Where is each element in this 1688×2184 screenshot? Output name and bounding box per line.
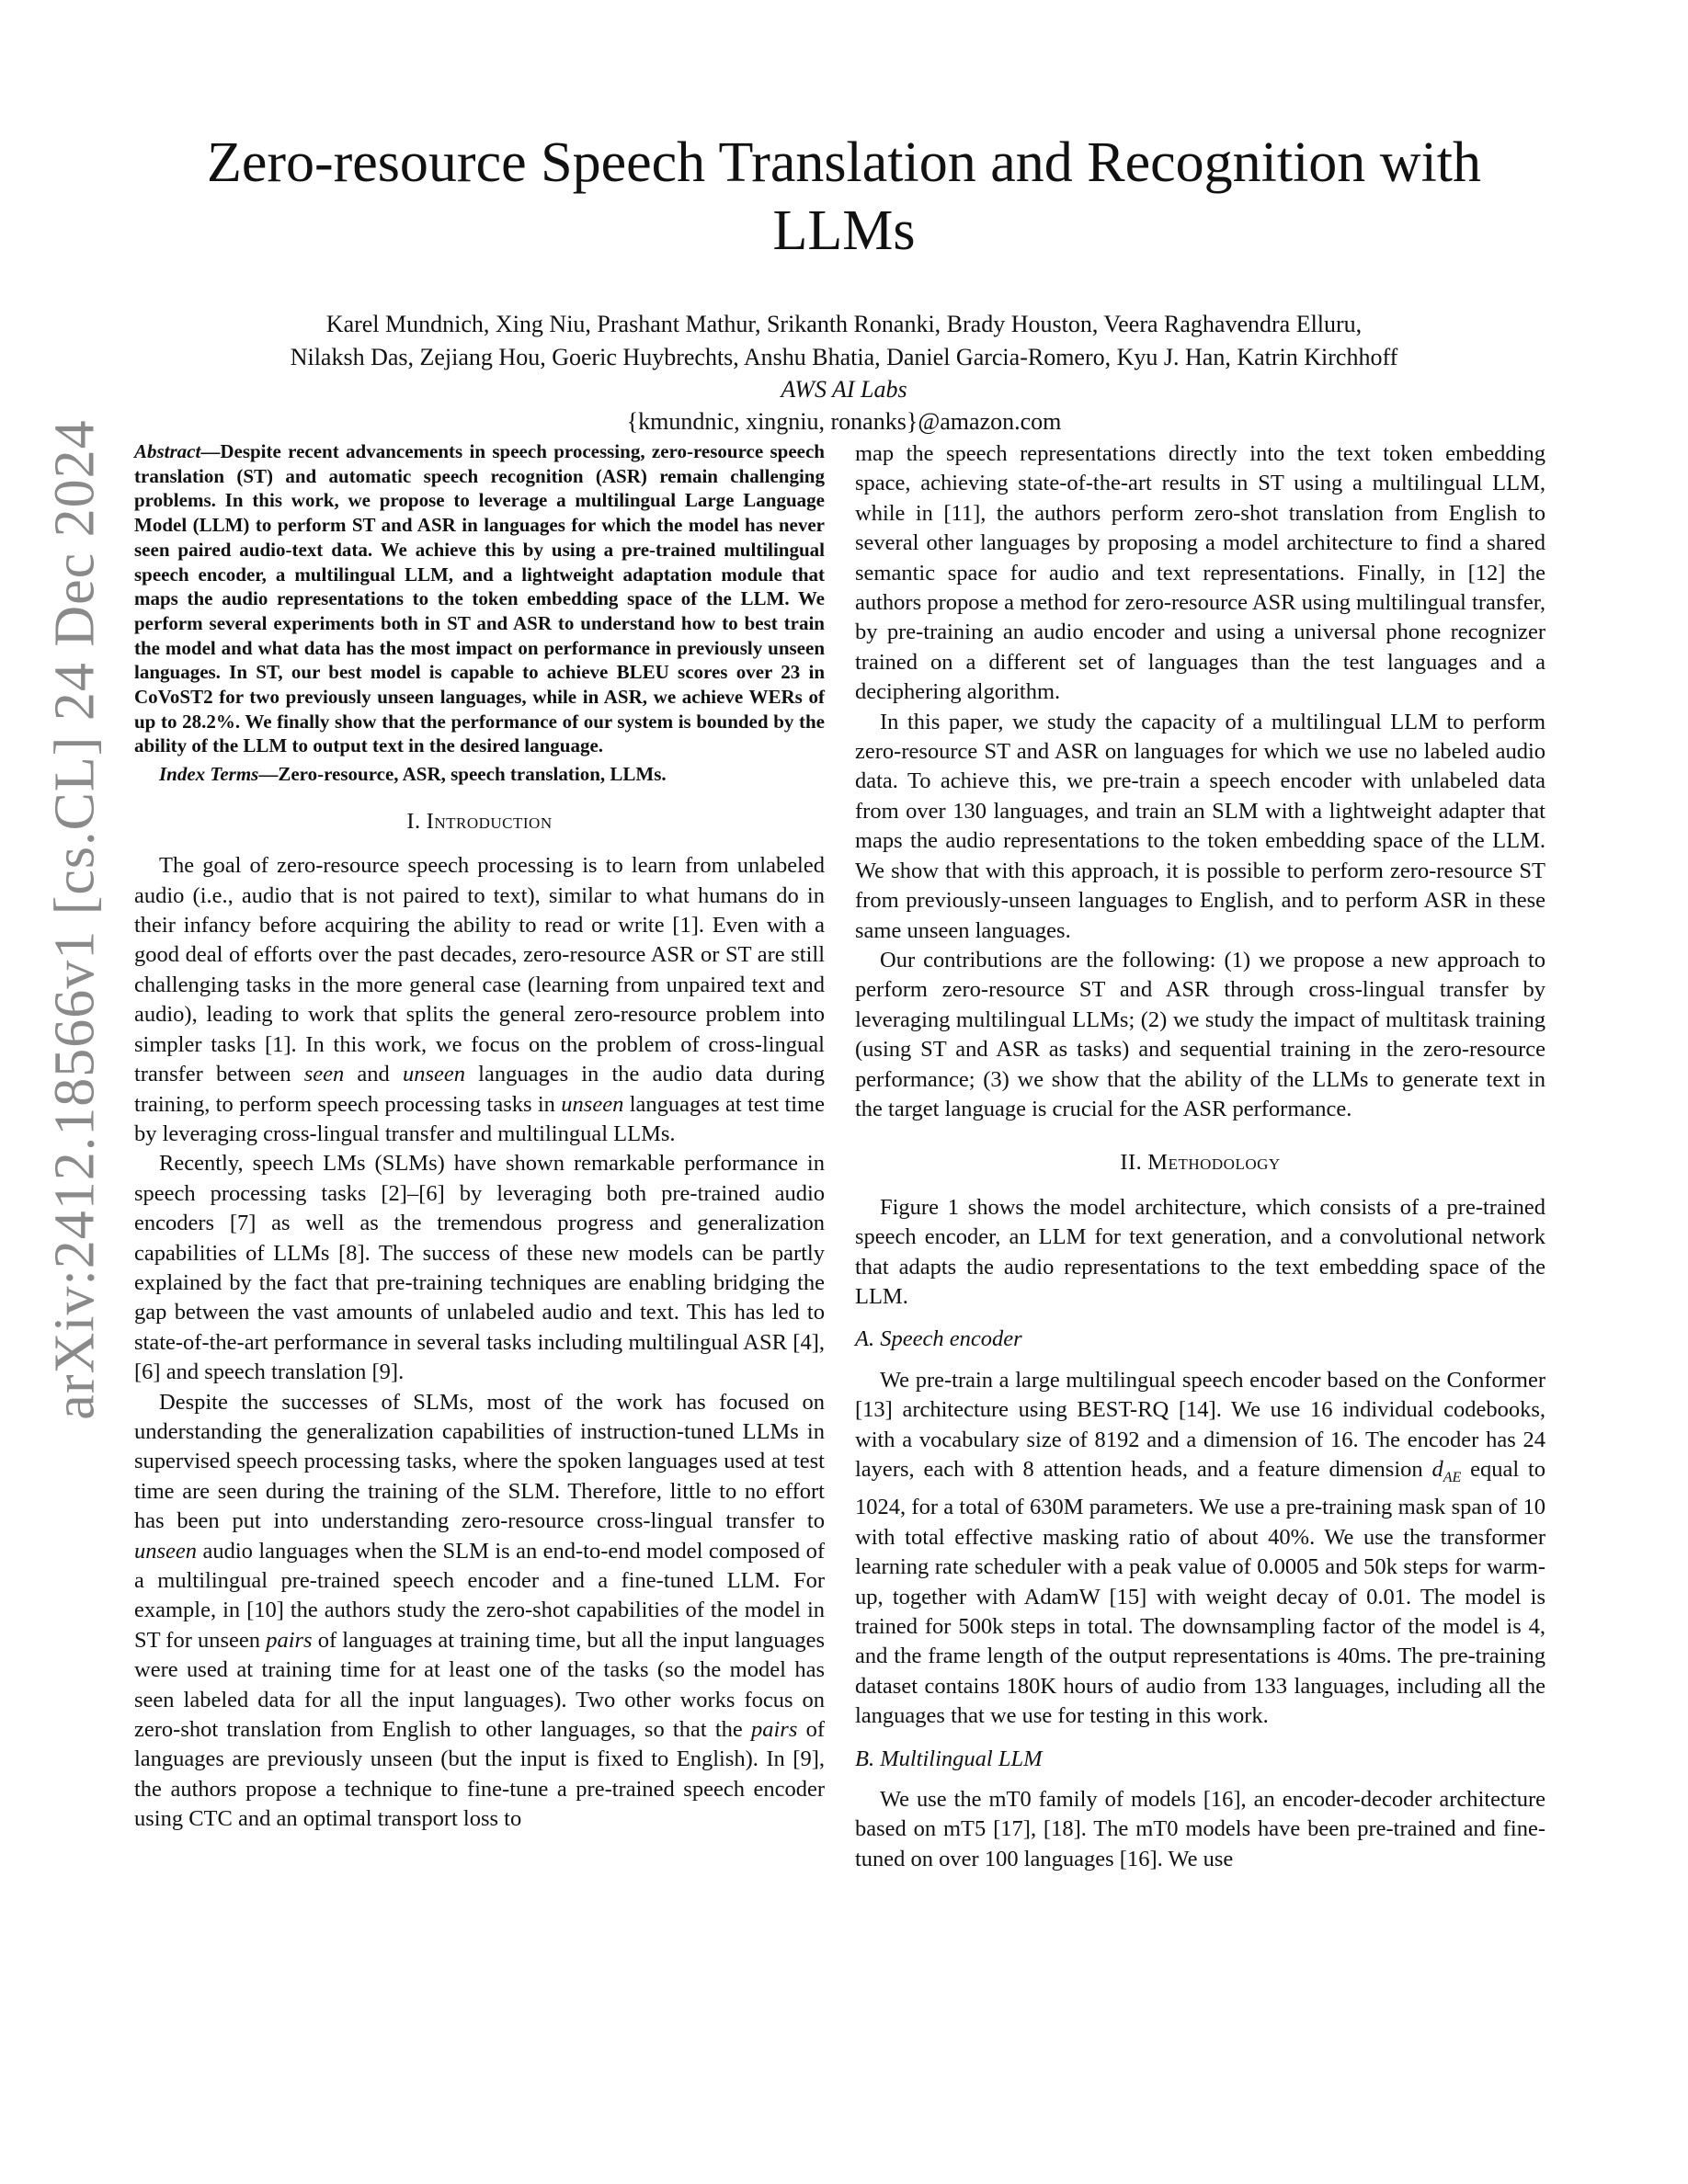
index-terms-text: —Zero-resource, ASR, speech translation, LLMs.: [258, 763, 667, 786]
emphasis: pairs: [750, 1717, 798, 1743]
text-run: We pre-train a large multilingual speech encoder based on the Conformer [13] architecture using BEST-RQ [14]. We use 16 individual codebooks, with a vocabulary size of 8192 and a dimension of 16. The encoder has 24 layers, each with 8 attention heads, and a feature dimension: [855, 1367, 1545, 1482]
affiliation: AWS AI Labs: [781, 375, 907, 403]
author-list: [129, 308, 1559, 374]
paper-title: Zero-resource Speech Translation and Recognition with LLMs: [206, 131, 1482, 263]
text-run: languages in the audio data during training, to perform speech processing tasks in: [134, 1062, 826, 1117]
contact-email: {kmundnic, xingniu, ronanks}@amazon.com: [626, 407, 1062, 435]
multilingual-llm-paragraph: We use the mT0 family of models [16], an encoder-decoder architecture based on mT5 [17], [18]. The mT0 models have been pre-trained and fine-tuned on over 100 languages [16]. We use: [855, 1786, 1545, 1871]
text-run: languages at test time by leveraging cross-lingual transfer and multilingual LLMs.: [134, 1091, 825, 1146]
text-run: The goal of zero-resource speech processing is to learn from unlabeled audio (i.e., audio that is not paired to text), similar to what humans do in their infancy before acquiring the ability to read or write [1]. Even with a good deal of efforts over the past decades, zero-resource ASR or ST are still challenging tasks in the more general case (learning from unpaired text and audio), leading to work that splits the general zero-resource problem into simpler tasks [1]. In this work, we focus on the problem of cross-lingual transfer between: [134, 853, 825, 1087]
text-run: Despite the successes of SLMs, most of the work has focused on understanding the generalization capabilities of instruction-tuned LLMs in supervised speech processing tasks, where the spoken languages used at test time are seen during the training of the SLM. Therefore, little to no effort has been put into understanding zero-resource cross-lingual transfer to: [134, 1389, 825, 1534]
paper-header: [129, 129, 1559, 438]
text-run: audio languages when the SLM is an end-to-end model composed of a multilingual pre-trained speech encoder and a fine-tuned LLM. For example, in [10] the authors study the zero-shot capabilities of the model in ST for unseen: [134, 1538, 825, 1653]
section-title: Methodology: [1147, 1150, 1281, 1176]
subsection-heading-multilingual-llm: B. Multilingual LLM: [855, 1746, 1043, 1771]
continued-paragraph: map the speech representations directly into the text token embedding space, achieving state-of-the-art results in ST using a multilingual LLM, while in [11], the authors perform zero-shot translation from English to several other languages by proposing a model architecture to find a shared semantic space for audio and text representations. Finally, in [12] the authors propose a method for zero-resource ASR using multilingual transfer, by pre-training an audio encoder and using a universal phone recognizer trained on a different set of languages than the test languages and a deciphering algorithm.: [855, 441, 1545, 705]
section-title: Introduction: [426, 808, 553, 834]
emphasis: unseen: [561, 1091, 624, 1117]
section-heading-methodology: [855, 1148, 1545, 1177]
abstract-label: Abstract: [134, 440, 201, 462]
emphasis: pairs: [266, 1627, 313, 1653]
text-run: of languages at training time, but all the input languages were used at training time for at least one of the tasks (so the model has seen labeled data for all the input languages). Two other works focus on zero-shot translation from English to other languages, so that the: [134, 1627, 826, 1743]
arxiv-identifier-text: arXiv:2412.18566v1 [cs.CL] 24 Dec 2024: [43, 418, 107, 1420]
section-number: II.: [1120, 1150, 1143, 1176]
text-run: and: [344, 1062, 403, 1087]
text-run: equal to 1024, for a total of 630M parameters. We use a pre-training mask span of 10 with total effective masking ratio of about 40%. We use the transformer learning rate scheduler with a peak value of 0.0005 and 50k steps for warm-up, together with AdamW [15] with weight decay of 0.01. The model is trained for 500k steps in total. The downsampling factor of the model is 4, and the frame length of the output representations is 40ms. The pre-training dataset contains 180K hours of audio from 133 languages, including all the languages that we use for testing in this work.: [855, 1457, 1545, 1729]
subsection-heading-speech-encoder: A. Speech encoder: [855, 1326, 1022, 1352]
author-line-1: Karel Mundnich, Xing Niu, Prashant Mathur, Srikanth Ronanki, Brady Houston, Veera Raghavendra Elluru,: [325, 310, 1363, 337]
author-line-2: Nilaksh Das, Zejiang Hou, Goeric Huybrechts, Anshu Bhatia, Daniel Garcia-Romero, Kyu J. Han, Katrin Kirchhoff: [290, 343, 1398, 370]
left-column: [134, 439, 825, 1835]
contributions-paragraph: Our contributions are the following: (1) we propose a new approach to perform zero-resource ST and ASR through cross-lingual transfer by leveraging multilingual LLMs; (2) we study the impact of multitask training (using ST and ASR as tasks) and sequential training in the zero-resource performance; (3) we show that the ability of the LLMs to generate text in the target language is crucial for the ASR performance.: [855, 947, 1545, 1121]
index-terms-label: Index Terms: [159, 763, 259, 786]
emphasis: seen: [303, 1062, 345, 1087]
paper-scope-paragraph: In this paper, we study the capacity of a multilingual LLM to perform zero-resource ST and ASR on languages for which we use no labeled audio data. To achieve this, we pre-train a speech encoder with unlabeled data from over 130 languages, and train an SLM with a lightweight adapter that maps the audio representations to the token embedding space of the LLM. We show that with this approach, it is possible to perform zero-resource ST from previously-unseen languages to English, and to perform ASR in these same unseen languages.: [855, 709, 1545, 943]
right-column: [855, 439, 1545, 1874]
math-base: d: [1431, 1457, 1443, 1482]
emphasis: unseen: [134, 1538, 198, 1564]
section-number: I.: [406, 808, 421, 834]
math-symbol: [1431, 1457, 1462, 1485]
emphasis: unseen: [402, 1062, 465, 1087]
text-run: of languages are previously unseen (but the input is fixed to English). In [9], the authors propose a technique to fine-tune a pre-trained speech encoder using CTC and an optimal transport loss to: [134, 1717, 825, 1832]
intro-paragraph-2: Recently, speech LMs (SLMs) have shown remarkable performance in speech processing tasks [2]–[6] by leveraging both pre-trained audio encoders [7] as well as the tremendous progress and generalization capabilities of LLMs [8]. The success of these new models can be partly explained by the fact that pre-training techniques are enabling bridging the gap between the vast amounts of unlabeled audio and text. This has led to state-of-the-art performance in several tasks including multilingual ASR [4], [6] and speech translation [9].: [134, 1151, 825, 1385]
intro-paragraph-1: [134, 851, 825, 1149]
abstract-text: —Despite recent advancements in speech processing, zero-resource speech translation (ST) and automatic speech recognition (ASR) remain challenging problems. In this work, we propose to leverage a multilingual Large Language Model (LLM) to perform ST and ASR in languages for which the model has never seen paired audio-text data. We achieve this by using a pre-trained multilingual speech encoder, a multilingual LLM, and a lightweight adaptation module that maps the audio representations to the token embedding space of the LLM. We perform several experiments both in ST and ASR to understand how to best train the model and what data has the most impact on performance in previously unseen languages. In ST, our best model is capable to achieve BLEU scores over 23 in CoVoST2 for two previously unseen languages, while in ASR, we achieve WERs of up to 28.2%. We finally show that the performance of our system is bounded by the ability of the LLM to output text in the desired language.: [134, 440, 825, 757]
abstract: [134, 439, 825, 758]
methodology-paragraph: Figure 1 shows the model architecture, which consists of a pre-trained speech encoder, an LLM for text generation, and a convolutional network that adapts the audio representations to the text embedding space of the LLM.: [855, 1194, 1545, 1309]
arxiv-identifier: [29, 267, 121, 1572]
section-heading-introduction: [134, 807, 825, 836]
speech-encoder-paragraph: [855, 1366, 1545, 1732]
math-subscript: AE: [1443, 1469, 1462, 1485]
intro-paragraph-3: [134, 1388, 825, 1835]
index-terms: [134, 762, 825, 787]
